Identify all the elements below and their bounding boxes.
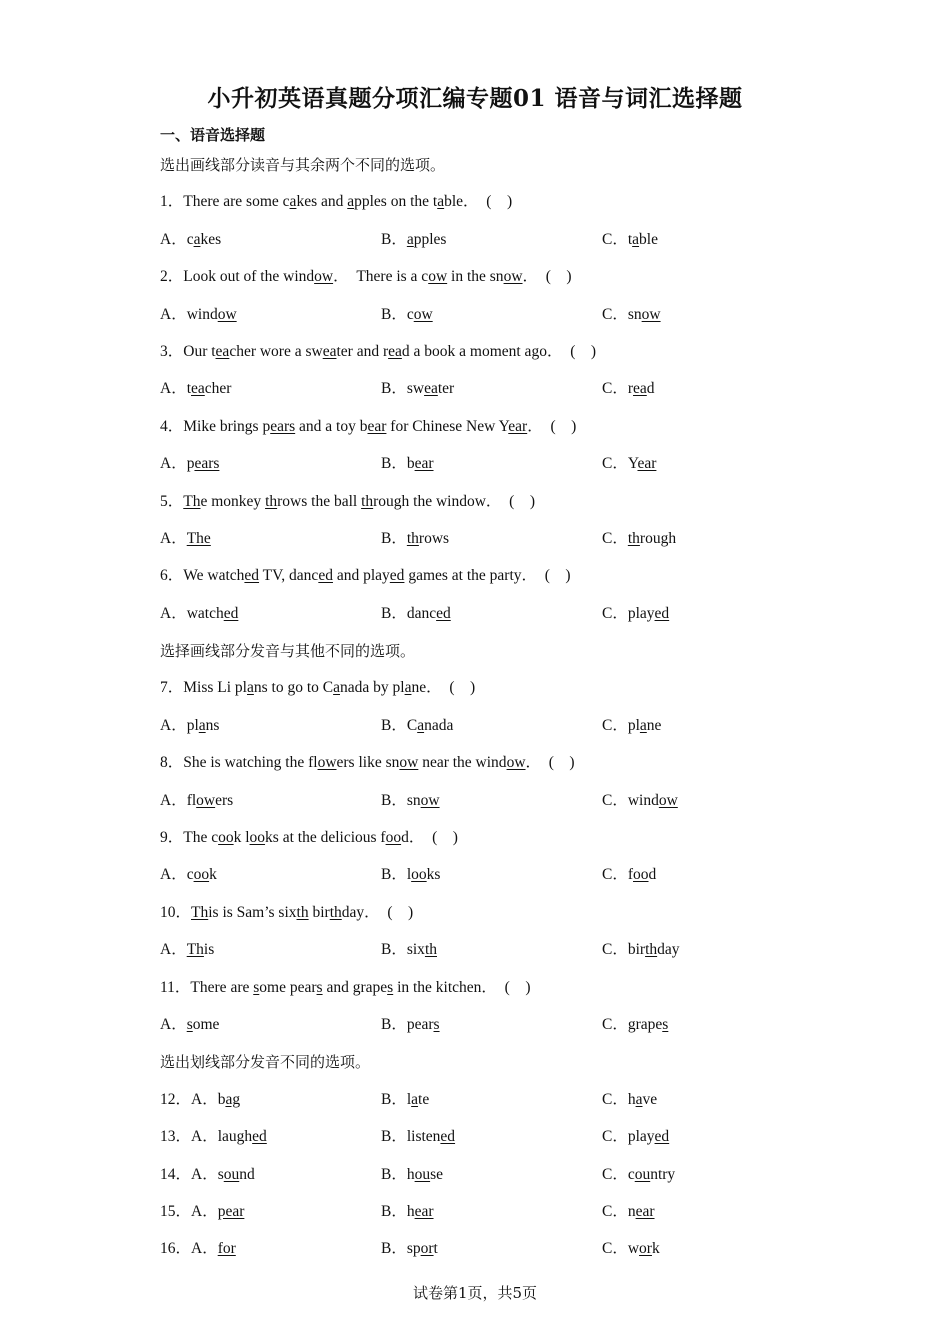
answer-options bbox=[160, 1010, 860, 1047]
text-segment: nada bbox=[424, 716, 454, 734]
question-list bbox=[160, 150, 860, 1272]
text-segment: 15．A． bbox=[160, 1202, 218, 1220]
text-segment: d bbox=[646, 380, 655, 398]
underlined-letters: a bbox=[347, 193, 355, 211]
option-c[interactable] bbox=[602, 374, 655, 404]
underlined-letters: ow bbox=[641, 305, 661, 323]
page-title: 小升初英语真题分项汇编专题01 语音与词汇选择题 bbox=[207, 85, 743, 112]
text-segment: and grape bbox=[322, 978, 388, 996]
question-stem bbox=[160, 337, 860, 374]
answer-options bbox=[160, 786, 860, 823]
option-c[interactable] bbox=[602, 225, 658, 255]
text-segment: C．grape bbox=[602, 1015, 663, 1033]
text-segment: cher bbox=[204, 380, 232, 398]
text-segment: B．danc bbox=[381, 604, 437, 622]
question-stem bbox=[160, 823, 860, 860]
text-segment: k bbox=[209, 866, 217, 884]
underlined-letters: oo bbox=[411, 866, 427, 884]
text-segment: C．t bbox=[602, 230, 633, 248]
option-b[interactable] bbox=[381, 935, 437, 965]
text-segment: ome bbox=[192, 1015, 220, 1033]
option-a[interactable] bbox=[160, 300, 237, 330]
text-segment: d a book a moment ago． ( ) bbox=[401, 342, 597, 360]
text-segment: ． ( ) bbox=[522, 268, 572, 286]
underlined-letters: ed bbox=[252, 1128, 267, 1146]
text-segment: in the kitchen． ( ) bbox=[393, 978, 531, 996]
underlined-letters: oo bbox=[633, 866, 649, 884]
text-segment: near the wind bbox=[418, 754, 507, 772]
text-segment: rows the ball bbox=[277, 492, 362, 510]
text-segment: C．c bbox=[602, 1165, 635, 1183]
option-a[interactable] bbox=[160, 374, 231, 404]
text-segment: B．l bbox=[381, 866, 412, 884]
option-b[interactable] bbox=[381, 1160, 443, 1190]
underlined-letters: th bbox=[406, 529, 419, 547]
text-segment: rows bbox=[418, 529, 450, 547]
text-segment: C．bir bbox=[602, 941, 646, 959]
text-segment: 11．There are bbox=[160, 978, 254, 996]
question-stem bbox=[160, 487, 860, 524]
underlined-letters: oo bbox=[193, 866, 210, 884]
underlined-letters: a bbox=[404, 679, 412, 697]
text-segment: se bbox=[430, 1165, 444, 1183]
underlined-letters: th bbox=[424, 941, 437, 959]
text-segment: cher wore a sw bbox=[229, 342, 323, 360]
underlined-letters: ou bbox=[414, 1165, 431, 1183]
text-segment: ns to go to C bbox=[253, 679, 334, 697]
option-a[interactable] bbox=[160, 1085, 240, 1115]
text-segment: C．r bbox=[602, 380, 634, 398]
underlined-letters: pear bbox=[217, 1202, 245, 1220]
question-stem bbox=[160, 973, 860, 1010]
text-segment: ble bbox=[639, 230, 658, 248]
underlined-letters: ea bbox=[191, 380, 205, 398]
answer-options bbox=[160, 860, 860, 897]
text-segment: B．b bbox=[381, 455, 415, 473]
option-c[interactable] bbox=[602, 524, 676, 554]
option-c[interactable] bbox=[602, 1085, 657, 1115]
option-b[interactable] bbox=[381, 599, 451, 629]
text-segment: A．c bbox=[160, 230, 194, 248]
text-segment: 12．A．b bbox=[160, 1090, 226, 1108]
option-c[interactable] bbox=[602, 1122, 669, 1152]
text-segment: C．Y bbox=[602, 455, 638, 473]
underlined-letters: for bbox=[217, 1240, 236, 1258]
option-c[interactable] bbox=[602, 1160, 675, 1190]
text-segment: C．play bbox=[602, 604, 655, 622]
option-b[interactable] bbox=[381, 786, 440, 816]
underlined-letters: a bbox=[632, 230, 640, 248]
option-b[interactable] bbox=[381, 860, 440, 890]
text-segment: 16．A． bbox=[160, 1240, 218, 1258]
instruction: 选出划线部分发音不同的选项。 bbox=[160, 1053, 371, 1072]
option-b[interactable] bbox=[381, 449, 434, 479]
option-a[interactable] bbox=[160, 860, 217, 890]
text-segment: day bbox=[657, 941, 680, 959]
text-segment: k bbox=[651, 1240, 660, 1258]
underlined-letters: Th bbox=[186, 941, 204, 959]
question-stem bbox=[160, 748, 860, 785]
answer-options bbox=[160, 225, 860, 262]
text-segment: e monkey bbox=[200, 492, 266, 510]
text-segment: ． ( ) bbox=[527, 417, 577, 435]
text-segment: ks bbox=[426, 866, 441, 884]
answer-options bbox=[160, 599, 860, 636]
text-segment: 9．The c bbox=[160, 829, 219, 847]
underlined-letters: ed bbox=[436, 604, 451, 622]
option-c[interactable] bbox=[602, 711, 661, 741]
underlined-letters: th bbox=[265, 492, 278, 510]
question-stem bbox=[160, 673, 860, 710]
text-segment: 6．We watch bbox=[160, 567, 245, 585]
option-b[interactable] bbox=[381, 524, 449, 554]
text-segment: kes and bbox=[296, 193, 348, 211]
text-segment: A． bbox=[160, 1015, 187, 1033]
underlined-letters: ed bbox=[223, 604, 239, 622]
text-segment: C．w bbox=[602, 1240, 640, 1258]
underlined-letters: th bbox=[296, 903, 309, 921]
text-segment: rough bbox=[639, 529, 677, 547]
option-b[interactable] bbox=[381, 300, 433, 330]
underlined-letters: ow bbox=[317, 754, 337, 772]
answer-options bbox=[160, 300, 860, 337]
text-segment: 8．She is watching the fl bbox=[160, 754, 318, 772]
option-a[interactable] bbox=[160, 524, 211, 554]
option-c[interactable] bbox=[602, 1234, 660, 1264]
text-segment: d bbox=[648, 866, 657, 884]
underlined-letters: oo bbox=[218, 829, 234, 847]
underlined-letters: s bbox=[186, 1015, 193, 1033]
option-c[interactable] bbox=[602, 786, 678, 816]
answer-options bbox=[160, 1085, 860, 1122]
text-segment: games at the party． ( ) bbox=[404, 567, 571, 585]
underlined-letters: The bbox=[186, 529, 211, 547]
text-segment: ntry bbox=[650, 1165, 676, 1183]
underlined-letters: a bbox=[639, 716, 647, 734]
option-b[interactable] bbox=[381, 711, 453, 741]
text-segment: B． bbox=[381, 230, 407, 248]
underlined-letters: s bbox=[662, 1015, 669, 1033]
text-segment: ble． ( ) bbox=[444, 193, 513, 211]
underlined-letters: ears bbox=[270, 417, 296, 435]
underlined-letters: a bbox=[193, 230, 201, 248]
underlined-letters: ed bbox=[654, 604, 670, 622]
text-segment: rough the window． ( ) bbox=[373, 492, 536, 510]
instruction: 选择画线部分发音与其他不同的选项。 bbox=[160, 642, 416, 661]
text-segment: B． bbox=[381, 529, 407, 547]
option-c[interactable] bbox=[602, 935, 680, 965]
text-segment: ns bbox=[205, 716, 220, 734]
answer-options bbox=[160, 449, 860, 486]
underlined-letters: ear bbox=[637, 455, 657, 473]
underlined-letters: a bbox=[246, 679, 254, 697]
underlined-letters: ag bbox=[225, 1090, 241, 1108]
text-segment: C．play bbox=[602, 1128, 655, 1146]
option-c[interactable] bbox=[602, 1010, 668, 1040]
question-stem bbox=[160, 412, 860, 449]
text-segment: ne． ( ) bbox=[411, 679, 476, 697]
answer-options bbox=[160, 1160, 860, 1197]
text-segment: ks at the delicious f bbox=[265, 829, 386, 847]
text-segment: 13．A．laugh bbox=[160, 1128, 253, 1146]
underlined-letters: a bbox=[289, 193, 297, 211]
text-segment: B．C bbox=[381, 716, 418, 734]
instruction: 选出画线部分读音与其余两个不同的选项。 bbox=[160, 156, 446, 174]
option-a[interactable] bbox=[160, 1197, 244, 1227]
text-segment: 5． bbox=[160, 492, 184, 510]
option-a[interactable] bbox=[160, 449, 219, 479]
text-segment: C．wind bbox=[602, 791, 659, 809]
text-segment: B．sp bbox=[381, 1240, 421, 1258]
underlined-letters: oo bbox=[249, 829, 266, 847]
text-segment: ome pear bbox=[259, 978, 317, 996]
question-stem bbox=[160, 561, 860, 598]
underlined-letters: a bbox=[417, 716, 425, 734]
text-segment: for Chinese New Y bbox=[386, 417, 509, 435]
text-segment: and a toy b bbox=[295, 417, 368, 435]
question-stem bbox=[160, 187, 860, 224]
underlined-letters: ow bbox=[658, 791, 678, 809]
text-segment: A．t bbox=[160, 380, 192, 398]
underlined-letters: th bbox=[329, 903, 342, 921]
underlined-letters: ea bbox=[388, 342, 402, 360]
text-segment: te bbox=[418, 1090, 430, 1108]
text-segment: ve bbox=[642, 1090, 658, 1108]
answer-options bbox=[160, 1197, 860, 1234]
option-b[interactable] bbox=[381, 1197, 434, 1227]
option-c[interactable] bbox=[602, 1197, 655, 1227]
answer-options bbox=[160, 374, 860, 411]
answer-options bbox=[160, 1234, 860, 1271]
underlined-letters: ow bbox=[506, 754, 526, 772]
option-b[interactable] bbox=[381, 374, 454, 404]
question-stem bbox=[160, 262, 860, 299]
underlined-letters: Th bbox=[183, 492, 201, 510]
underlined-letters: or bbox=[639, 1240, 652, 1258]
underlined-letters: ea bbox=[633, 380, 647, 398]
text-segment: d． ( ) bbox=[401, 829, 458, 847]
option-a[interactable] bbox=[160, 1122, 267, 1152]
underlined-letters: s bbox=[433, 1015, 440, 1033]
text-segment: A．pl bbox=[160, 716, 199, 734]
text-segment: 2．Look out of the wind bbox=[160, 268, 315, 286]
text-segment: t bbox=[433, 1240, 438, 1258]
option-b[interactable] bbox=[381, 1234, 438, 1264]
text-segment: B．six bbox=[381, 941, 425, 959]
text-segment: A．c bbox=[160, 866, 194, 884]
text-segment: C． bbox=[602, 529, 628, 547]
underlined-letters: th bbox=[645, 941, 658, 959]
underlined-letters: ear bbox=[414, 455, 434, 473]
text-segment: A．p bbox=[160, 455, 195, 473]
text-segment: nd bbox=[239, 1165, 255, 1183]
underlined-letters: th bbox=[627, 529, 640, 547]
text-segment: B．sw bbox=[381, 380, 425, 398]
underlined-letters: ow bbox=[314, 268, 334, 286]
option-c[interactable] bbox=[602, 599, 669, 629]
text-segment: B．h bbox=[381, 1202, 415, 1220]
text-segment: kes bbox=[200, 230, 222, 248]
underlined-letters: s bbox=[316, 978, 323, 996]
underlined-letters: ea bbox=[424, 380, 438, 398]
underlined-letters: ow bbox=[217, 305, 237, 323]
text-segment: in the sn bbox=[447, 268, 504, 286]
text-segment: ers bbox=[215, 791, 234, 809]
option-c[interactable] bbox=[602, 300, 661, 330]
text-segment: pples bbox=[413, 230, 447, 248]
underlined-letters: ow bbox=[420, 791, 440, 809]
text-segment: B．h bbox=[381, 1165, 415, 1183]
text-segment: ter bbox=[437, 380, 455, 398]
option-a[interactable] bbox=[160, 599, 238, 629]
underlined-letters: Th bbox=[191, 903, 209, 921]
underlined-letters: ow bbox=[196, 791, 216, 809]
answer-options bbox=[160, 1122, 860, 1159]
option-b[interactable] bbox=[381, 1122, 455, 1152]
text-segment: B．l bbox=[381, 1090, 412, 1108]
text-segment: A． bbox=[160, 941, 187, 959]
text-segment: day． ( ) bbox=[341, 903, 414, 921]
text-segment: B．listen bbox=[381, 1128, 441, 1146]
underlined-letters: ed bbox=[440, 1128, 456, 1146]
underlined-letters: ed bbox=[244, 567, 260, 585]
underlined-letters: s bbox=[253, 978, 260, 996]
text-segment: B．sn bbox=[381, 791, 421, 809]
text-segment: ers like sn bbox=[336, 754, 400, 772]
text-segment: 1．There are some c bbox=[160, 193, 290, 211]
text-segment: C．n bbox=[602, 1202, 636, 1220]
text-segment: 4．Mike brings p bbox=[160, 417, 271, 435]
text-segment: is is Sam’s six bbox=[208, 903, 297, 921]
answer-options bbox=[160, 711, 860, 748]
answer-options bbox=[160, 524, 860, 561]
underlined-letters: a bbox=[333, 679, 340, 697]
option-a[interactable] bbox=[160, 1010, 219, 1040]
text-segment: bir bbox=[308, 903, 330, 921]
underlined-letters: a bbox=[406, 230, 414, 248]
page-footer: 试卷第1页，共5页 bbox=[412, 1284, 538, 1302]
text-segment: 14．A．s bbox=[160, 1165, 224, 1183]
text-segment: ne bbox=[646, 716, 662, 734]
underlined-letters: ea bbox=[215, 342, 230, 360]
underlined-letters: ear bbox=[367, 417, 387, 435]
underlined-letters: ear bbox=[508, 417, 528, 435]
text-segment: A．watch bbox=[160, 604, 224, 622]
text-segment: and play bbox=[332, 567, 390, 585]
underlined-letters: ea bbox=[322, 342, 337, 360]
underlined-letters: ears bbox=[194, 455, 220, 473]
underlined-letters: ed bbox=[318, 567, 333, 585]
text-segment: is bbox=[203, 941, 215, 959]
underlined-letters: a bbox=[411, 1090, 419, 1108]
underlined-letters: or bbox=[420, 1240, 434, 1258]
underlined-letters: ou bbox=[634, 1165, 651, 1183]
option-c[interactable] bbox=[602, 449, 656, 479]
text-segment: A．wind bbox=[160, 305, 218, 323]
underlined-letters: ow bbox=[428, 268, 448, 286]
option-b[interactable] bbox=[381, 225, 446, 255]
underlined-letters: ou bbox=[223, 1165, 240, 1183]
text-segment: ． ( ) bbox=[525, 754, 575, 772]
underlined-letters: a bbox=[635, 1090, 643, 1108]
option-a[interactable] bbox=[160, 1160, 255, 1190]
question-stem bbox=[160, 898, 860, 935]
answer-options bbox=[160, 935, 860, 972]
underlined-letters: ed bbox=[654, 1128, 670, 1146]
option-a[interactable] bbox=[160, 1234, 236, 1264]
text-segment: B．pear bbox=[381, 1015, 434, 1033]
text-segment: 10． bbox=[160, 903, 192, 921]
underlined-letters: ear bbox=[414, 1202, 434, 1220]
option-b[interactable] bbox=[381, 1085, 429, 1115]
section-heading: 一、语音选择题 bbox=[160, 126, 266, 144]
text-segment: A． bbox=[160, 529, 187, 547]
text-segment: pples on the t bbox=[354, 193, 438, 211]
text-segment: k l bbox=[233, 829, 250, 847]
option-a[interactable] bbox=[160, 711, 219, 741]
option-a[interactable] bbox=[160, 786, 233, 816]
option-a[interactable] bbox=[160, 225, 221, 255]
underlined-letters: oo bbox=[385, 829, 402, 847]
underlined-letters: ow bbox=[413, 305, 433, 323]
option-b[interactable] bbox=[381, 1010, 440, 1040]
underlined-letters: ow bbox=[399, 754, 419, 772]
underlined-letters: a bbox=[437, 193, 445, 211]
text-segment: ． There is a c bbox=[333, 268, 429, 286]
text-segment: C．pl bbox=[602, 716, 640, 734]
text-segment: TV, danc bbox=[259, 567, 319, 585]
underlined-letters: ow bbox=[503, 268, 523, 286]
text-segment: C．f bbox=[602, 866, 634, 884]
text-segment: 7．Miss Li pl bbox=[160, 679, 247, 697]
text-segment: nada by pl bbox=[340, 679, 405, 697]
underlined-letters: ear bbox=[635, 1202, 655, 1220]
underlined-letters: s bbox=[387, 978, 394, 996]
underlined-letters: a bbox=[198, 716, 206, 734]
underlined-letters: th bbox=[361, 492, 374, 510]
text-segment: A．fl bbox=[160, 791, 197, 809]
text-segment: C．sn bbox=[602, 305, 642, 323]
option-a[interactable] bbox=[160, 935, 214, 965]
text-segment: C．h bbox=[602, 1090, 636, 1108]
text-segment: 3．Our t bbox=[160, 342, 216, 360]
text-segment: B．c bbox=[381, 305, 414, 323]
underlined-letters: ed bbox=[389, 567, 405, 585]
text-segment: ter and r bbox=[336, 342, 389, 360]
option-c[interactable] bbox=[602, 860, 656, 890]
